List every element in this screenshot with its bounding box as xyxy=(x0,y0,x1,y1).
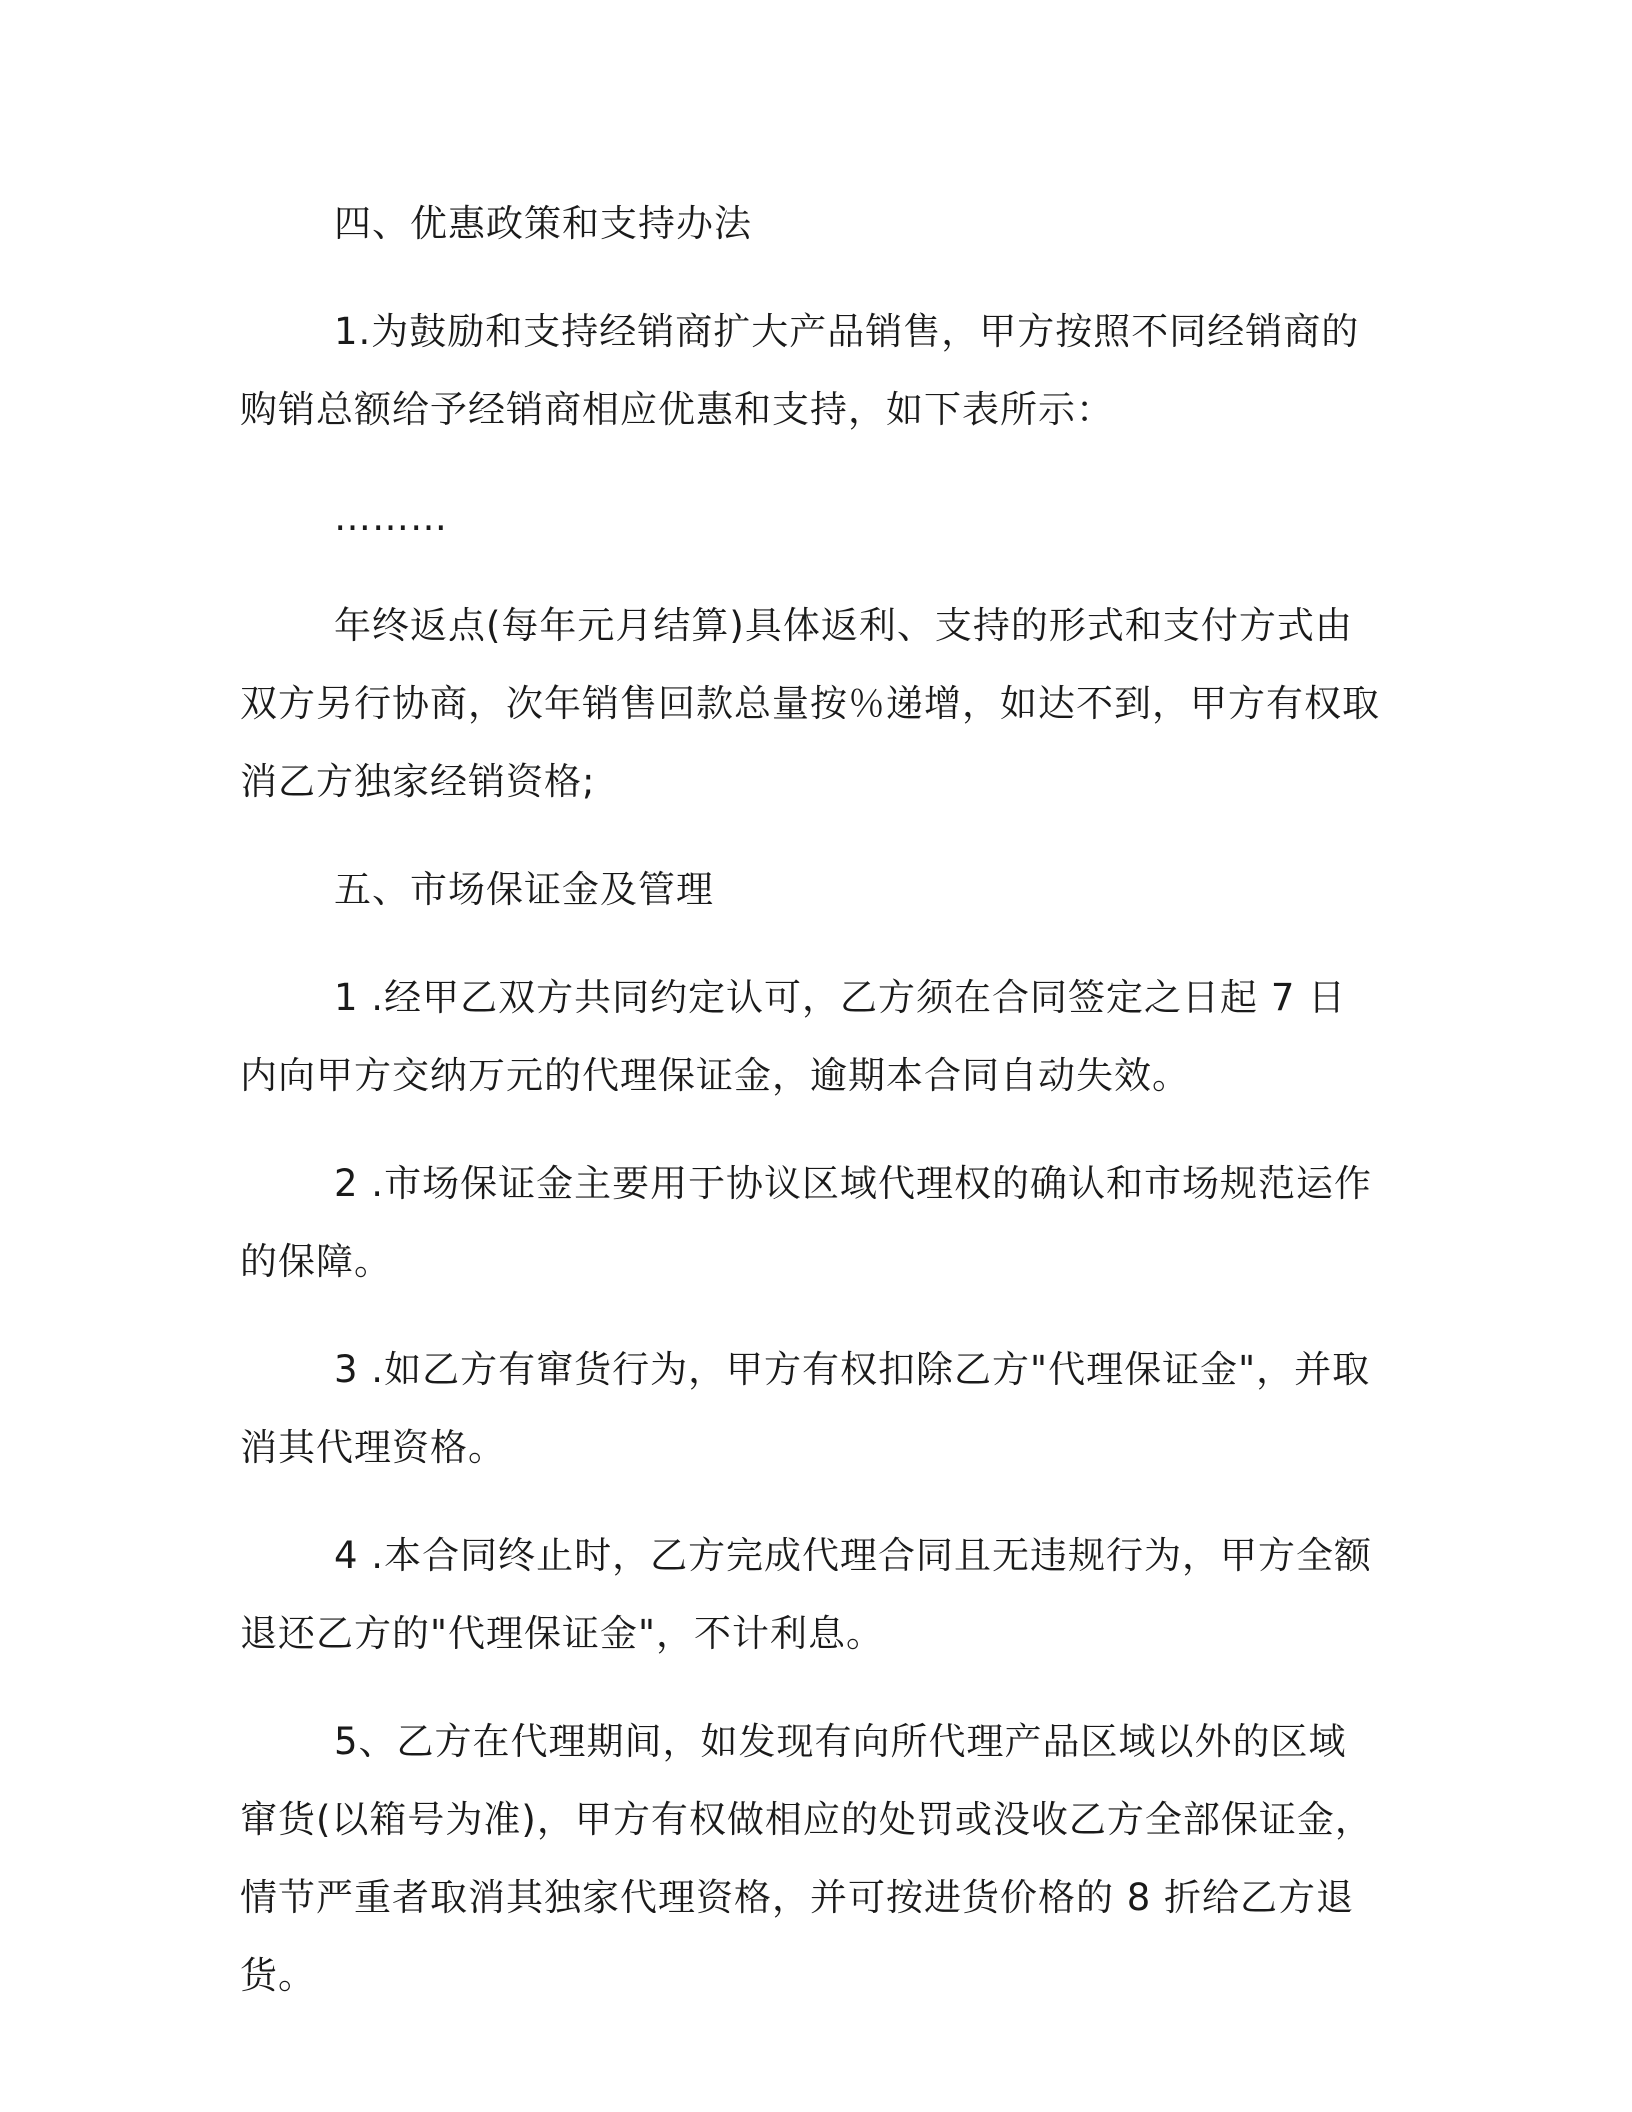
section-5-item-5: 5、乙方在代理期间，如发现有向所代理产品区域以外的区域窜货(以箱号为准)，甲方有权做相应的处罚或没收乙方全部保证金，情节严重者取消其独家代理资格，并可按进货价格的 8 折给乙方退货。 xyxy=(240,1720,1373,1997)
ellipsis-line: ……… xyxy=(334,496,448,539)
section-5-item-3: 3 .如乙方有窜货行为，甲方有权扣除乙方"代理保证金"，并取消其代理资格。 xyxy=(240,1348,1371,1469)
section-5-item-2: 2 .市场保证金主要用于协议区域代理权的确认和市场规范运作的保障。 xyxy=(240,1162,1373,1283)
section-4-heading: 四、优惠政策和支持办法 xyxy=(334,202,752,245)
section-5-heading: 五、市场保证金及管理 xyxy=(334,868,714,911)
document-page xyxy=(240,185,1380,2015)
section-4-item-1: 1.为鼓励和支持经销商扩大产品销售，甲方按照不同经销商的购销总额给予经销商相应优惠和支持，如下表所示： xyxy=(240,310,1360,431)
section-5-item-4: 4 .本合同终止时，乙方完成代理合同且无违规行为，甲方全额退还乙方的"代理保证金"，不计利息。 xyxy=(240,1534,1373,1655)
rebate-paragraph: 年终返点(每年元月结算)具体返利、支持的形式和支付方式由双方另行协商，次年销售回款总量按％递增，如达不到，甲方有权取消乙方独家经销资格; xyxy=(240,604,1380,803)
section-5-item-1: 1 .经甲乙双方共同约定认可，乙方须在合同签定之日起 7 日内向甲方交纳万元的代理保证金，逾期本合同自动失效。 xyxy=(240,976,1347,1097)
